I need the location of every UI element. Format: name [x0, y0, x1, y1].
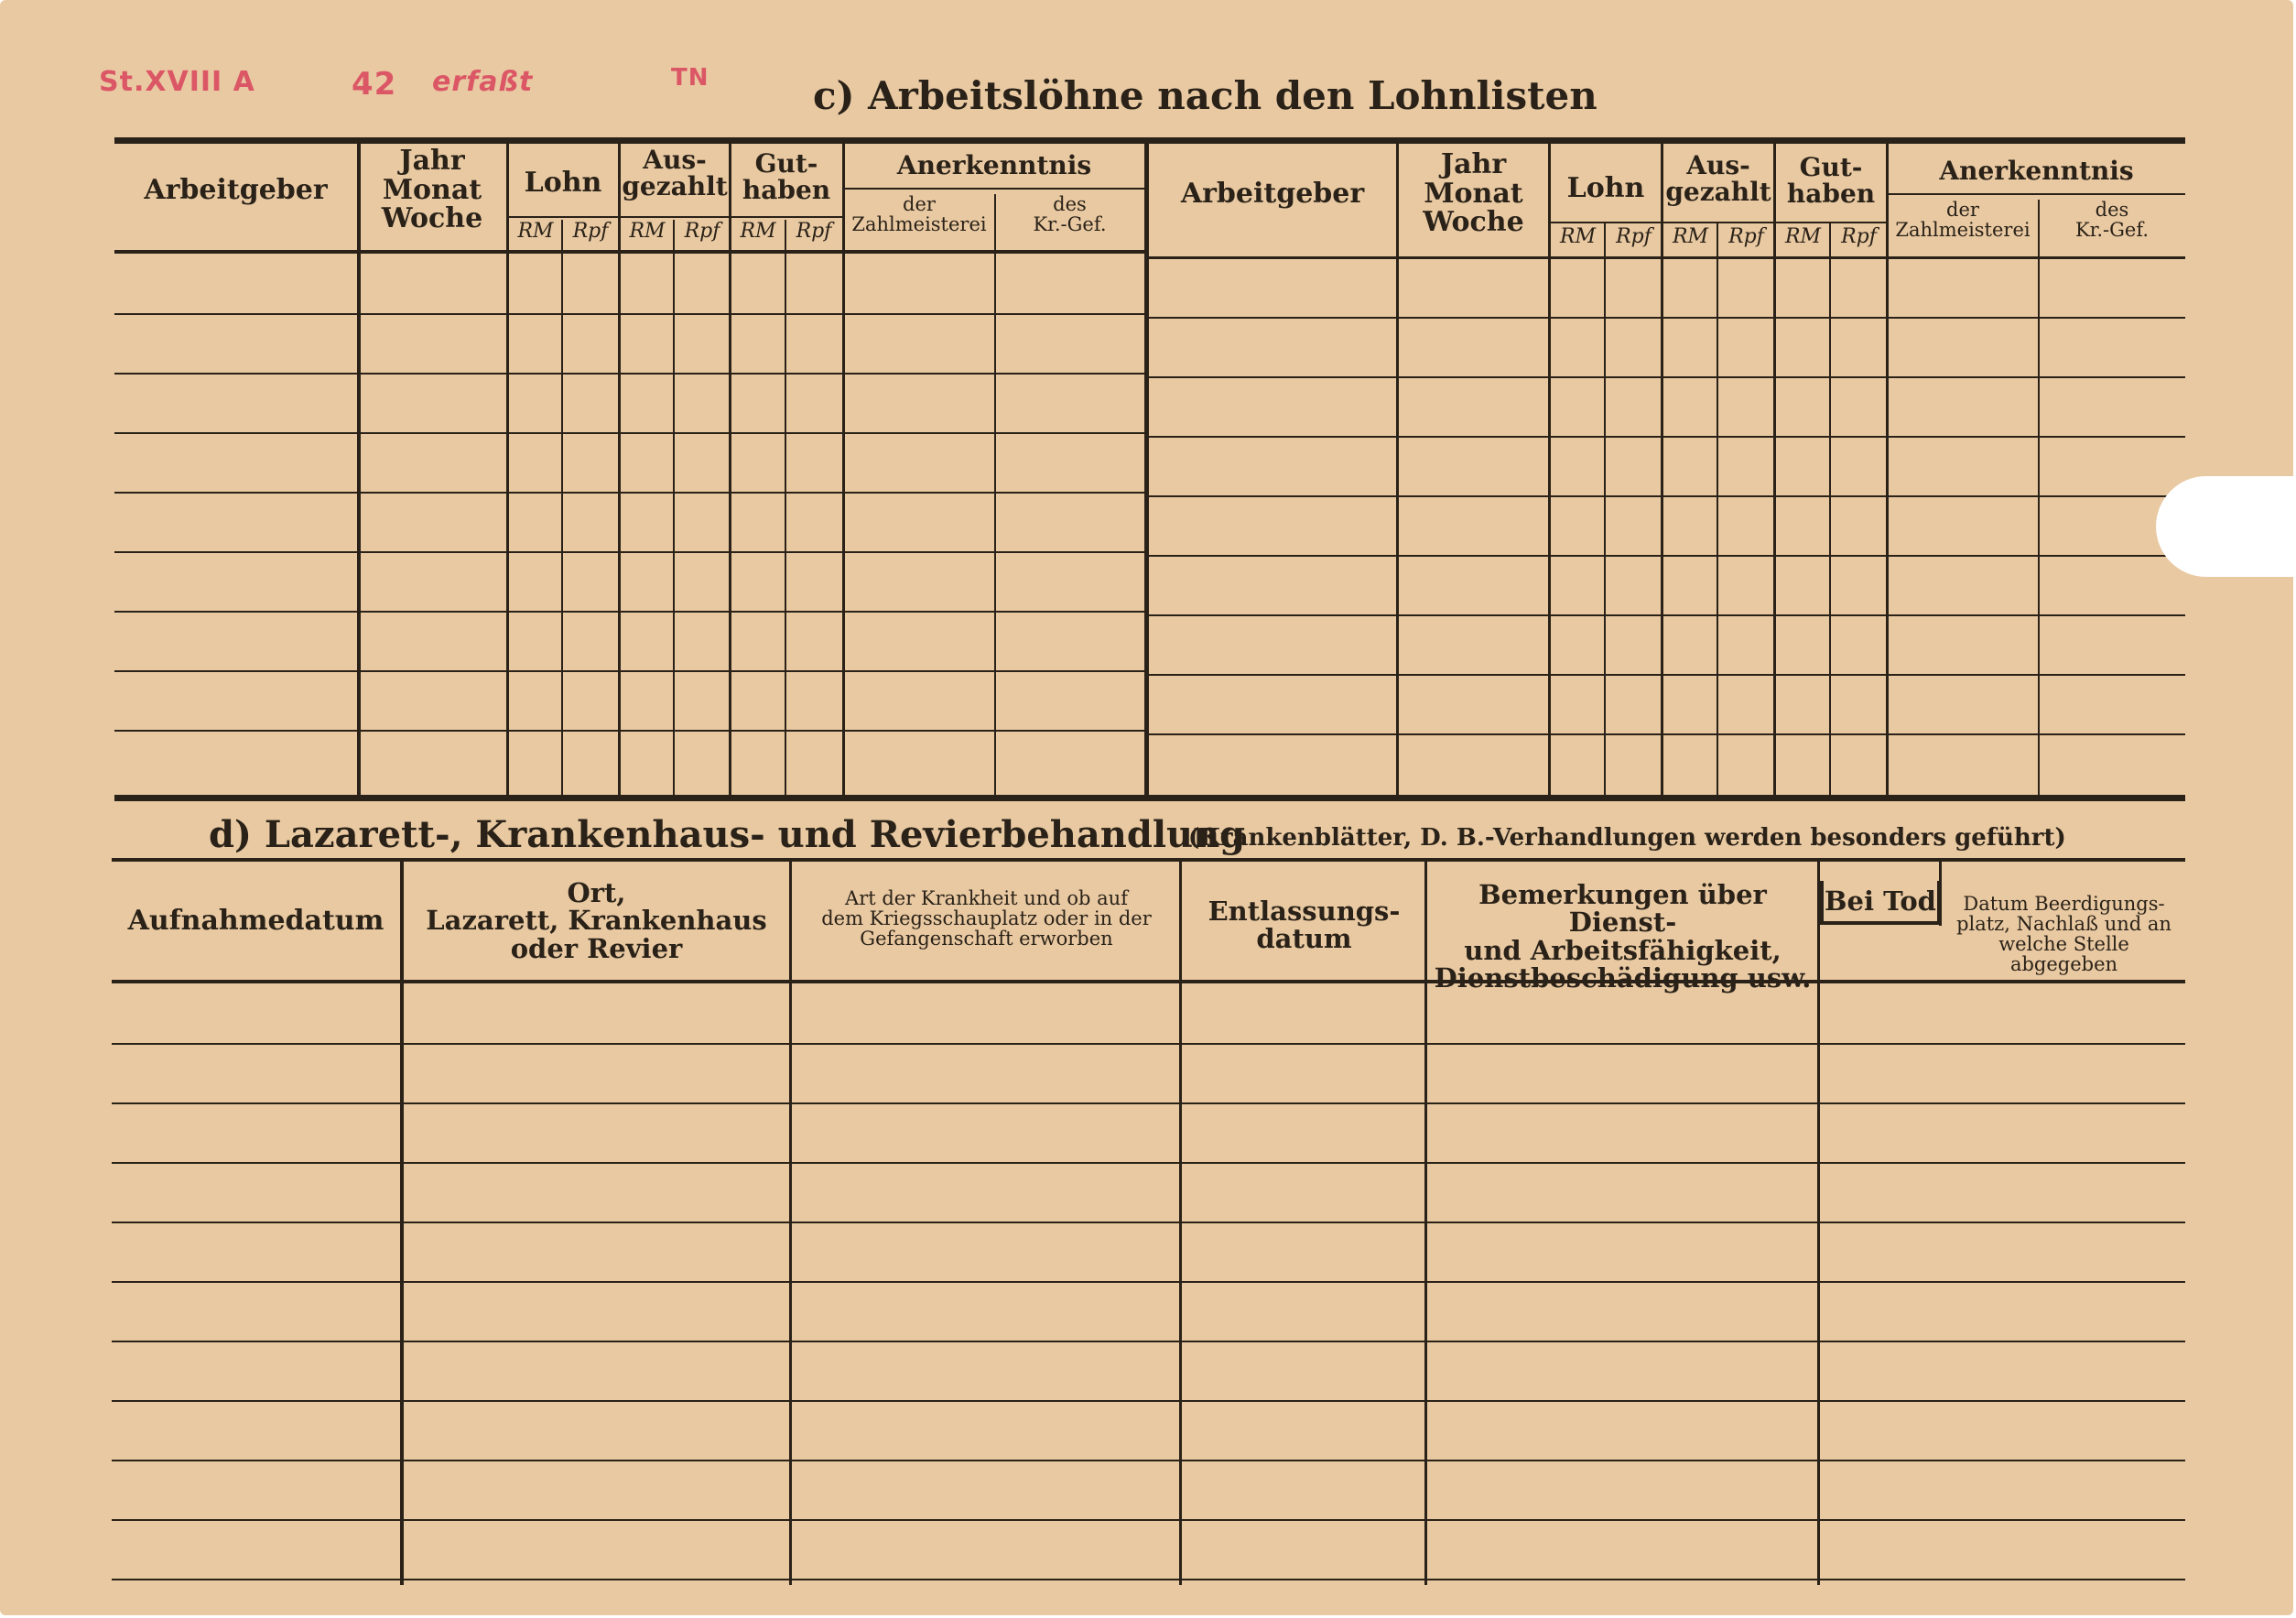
section-d-row-line [112, 1460, 2185, 1461]
col-wage-right: Lohn [1566, 172, 1645, 204]
section-c-row-line [114, 551, 1144, 553]
section-d-row-line [112, 1400, 2185, 1402]
section-c-column-rule [618, 142, 621, 795]
paid-rpf-left: Rpf [684, 220, 720, 243]
col-credit-left: Gut- haben [742, 148, 831, 206]
col-paid-right: Aus- gezahlt [1665, 150, 1771, 208]
section-c-column-rule [1886, 142, 1889, 795]
section-c-row-line [1144, 674, 2185, 676]
section-c-bottom-rule [114, 795, 2185, 801]
wage-rpf-right: Rpf [1616, 225, 1652, 248]
col-discharge-date: Entlassungs- datum [1208, 896, 1401, 955]
section-d-column-rule [1939, 862, 1942, 926]
section-d-row-line [112, 1043, 2185, 1045]
col-paymaster-right: der Zahlmeisterei [1895, 199, 2031, 242]
section-c-row-line [114, 373, 1144, 375]
section-c-column-rule [1396, 142, 1399, 795]
section-c-row-line [1144, 436, 2185, 438]
credit-rm-left: RM [740, 220, 776, 243]
section-c-unit-rule [1548, 222, 1887, 223]
section-d-top-rule [112, 858, 2185, 862]
col-employer-right: Arbeitgeber [1180, 178, 1365, 210]
col-burial: Datum Beerdigungs- platz, Nachlaß und an welche Stelle abgegeben [1956, 893, 2171, 976]
paid-rpf-right: Rpf [1728, 225, 1764, 248]
section-c-column-rule [842, 142, 845, 795]
section-c-row-line [1144, 614, 2185, 616]
stamp-number: 42 [352, 66, 397, 103]
section-c-title: c) Arbeitslöhne nach den Lohnlisten [813, 73, 1597, 118]
col-district-right: des Kr.-Gef. [2074, 199, 2150, 242]
col-admission-date: Aufnahmedatum [127, 905, 384, 937]
section-d-row-line [112, 1222, 2185, 1223]
section-c-unit-rule [506, 216, 842, 218]
section-c-row-line [1144, 495, 2185, 497]
credit-rm-right: RM [1784, 225, 1822, 248]
col-period-left: Jahr Monat Woche [381, 145, 483, 234]
wage-rm-right: RM [1559, 225, 1597, 248]
section-c-column-rule [357, 142, 361, 795]
section-d-row-line [112, 1162, 2185, 1164]
section-d-row-line [112, 1102, 2185, 1104]
section-c-column-rule [729, 142, 731, 795]
stamp-recorded: erfaßt [432, 66, 534, 98]
section-c-subcolumn-rule [1829, 223, 1831, 795]
section-c-row-line [114, 611, 1144, 613]
section-c-column-rule [1144, 142, 1149, 795]
stamp-initials: TN [671, 64, 709, 92]
col-period-right: Jahr Monat Woche [1423, 148, 1524, 238]
wage-rm-left: RM [517, 220, 554, 243]
col-employer-left: Arbeitgeber [144, 174, 328, 206]
credit-rpf-right: Rpf [1841, 225, 1877, 248]
section-c-ack-rule-left [844, 188, 1144, 190]
col-acknowledgement-left: Anerkenntnis [896, 150, 1092, 180]
col-place: Ort, Lazarett, Krankenhaus oder Revier [426, 877, 767, 964]
section-c-header-rule-left [114, 250, 1144, 254]
col-disease: Art der Krankheit und ob auf dem Kriegsschauplatz oder in der Gefangenschaft erworben [821, 887, 1152, 950]
section-c-row-line [1144, 376, 2185, 378]
credit-rpf-left: Rpf [796, 220, 832, 243]
section-c-row-line [114, 432, 1144, 434]
col-wage-left: Lohn [524, 167, 602, 199]
paid-rm-left: RM [629, 220, 666, 243]
section-d-note: (Krankenblätter, D. B.-Verhandlungen werden besonders geführt) [1188, 824, 2066, 852]
col-district-left: des Kr.-Gef. [1033, 193, 1107, 236]
col-credit-right: Gut- haben [1786, 152, 1876, 210]
section-c-row-line [1144, 733, 2185, 735]
paid-rm-right: RM [1672, 225, 1709, 248]
section-d-row-line [112, 1341, 2185, 1342]
section-c-column-rule [506, 142, 509, 795]
section-c-row-line [114, 730, 1144, 732]
section-d-header-rule [112, 980, 2185, 983]
section-c-subcolumn-rule [1604, 223, 1606, 795]
section-c-row-line [114, 670, 1144, 672]
section-c-subcolumn-rule [1717, 223, 1718, 795]
section-d-column-rule [1424, 862, 1427, 1585]
col-paymaster-left: der Zahlmeisterei [851, 193, 987, 236]
section-d-row-line [112, 1579, 2185, 1580]
wage-rpf-left: Rpf [572, 220, 609, 243]
section-c-row-line [1144, 555, 2185, 557]
col-acknowledgement-right: Anerkenntnis [1939, 156, 2134, 186]
section-c-top-rule [114, 137, 2185, 144]
section-c-subcolumn-rule [561, 220, 563, 795]
stamp-camp: St.XVIII A [99, 66, 255, 98]
section-d-column-rule [789, 862, 792, 1585]
section-c-subcolumn-rule [673, 220, 675, 795]
section-c-row-line [114, 313, 1144, 315]
section-d-row-line [112, 1281, 2185, 1283]
section-c-row-line [114, 492, 1144, 494]
punch-notch [2156, 476, 2293, 577]
section-d-row-line [112, 1519, 2185, 1521]
section-d-column-rule [1817, 862, 1820, 1585]
section-c-subcolumn-rule [785, 220, 786, 795]
section-d-column-rule [1179, 862, 1182, 1585]
col-paid-left: Aus- gezahlt [622, 145, 728, 202]
section-c-column-rule [1548, 142, 1551, 795]
col-remarks: Bemerkungen über Dienst- und Arbeitsfähigkeit, Dienstbeschädigung usw. [1434, 879, 1812, 994]
section-c-ack-split-right [2038, 200, 2040, 795]
section-c-column-rule [1773, 142, 1776, 795]
section-c-column-rule [1661, 142, 1663, 795]
section-c-ack-split-left [994, 194, 996, 795]
section-c-header-rule-right [1144, 256, 2185, 259]
col-death-label: Bei Tod [1820, 881, 1941, 925]
section-d-title: d) Lazarett-, Krankenhaus- und Revierbehandlung [209, 813, 1246, 856]
section-d-column-rule [400, 862, 404, 1585]
section-c-ack-rule-right [1888, 193, 2185, 195]
section-c-row-line [1144, 317, 2185, 319]
